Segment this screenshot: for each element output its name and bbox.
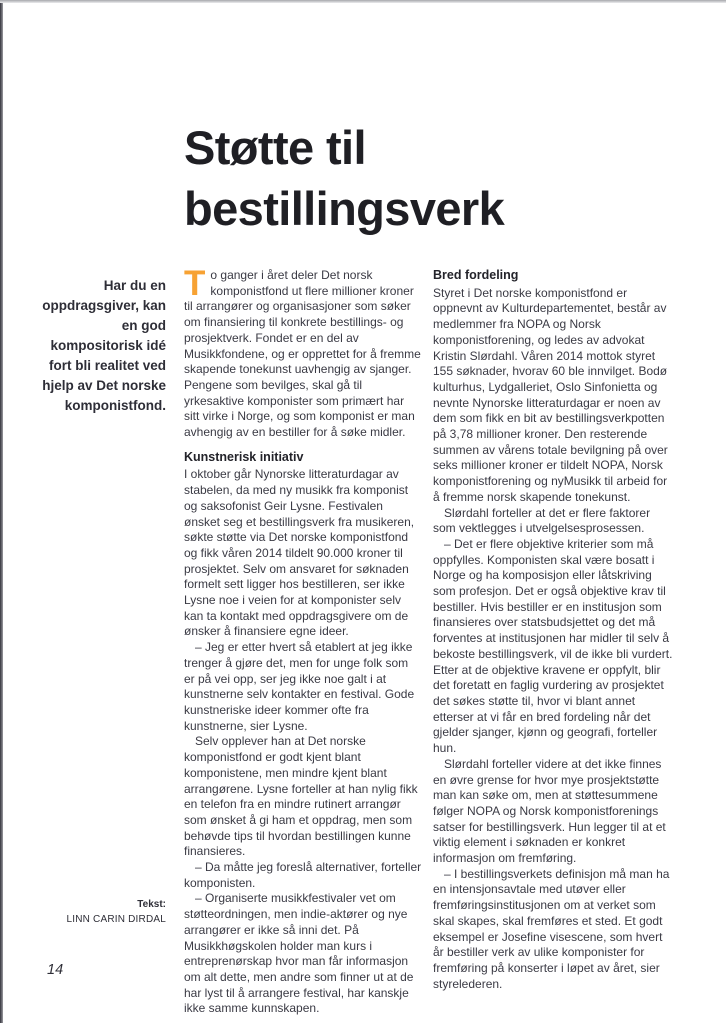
drop-cap: T — [184, 264, 206, 303]
paragraph: Selv opplever han at Det norske komponistfond er godt kjent blant komponistene, men mindre kjent blant arrangørene. Lysne forteller at han nylig fikk en telefon fra en mindre rutinert arrangør som ønsket å gi ham et oppdrag, men som behøvde tips til hvordan bestillingen kunne finansieres. — [184, 734, 418, 859]
page-left-edge — [0, 0, 3, 1023]
paragraph: Slørdahl forteller videre at det ikke finnes en øvre grense for hvor mye prosjektstøtte man kan søke om, men at støttesummene følger NOPA og Norsk komponistforenings satser for bestillingsverk. Hun legger til at et viktig element i søknaden er konkret informasjon om fremføring. — [433, 756, 666, 866]
byline-author: LINN CARIN DIRDAL — [66, 913, 166, 925]
paragraph: I oktober går Nynorske litteraturdagar av stabelen, da med ny musikk fra komponist og saksofonist Geir Lysne. Festivalen ønsket seg et bestillingsverk fra musikeren, søkte støtte via Det norske komponistfond og fikk våren 2014 tildelt 90.000 kroner til prosjektet. Selv om ansvaret for søknaden formelt sett ligger hos bestilleren, ser ikke Lysne noe i veien for at komponister selv kan ta kontakt med oppdragsgivere om de ønsker å finansiere egne ideer. — [184, 467, 415, 639]
page-title-line2: bestillingsverk — [184, 182, 505, 235]
article-column-left — [184, 264, 422, 1017]
paragraph: Styret i Det norske komponistfond er oppnevnt av Kulturdepartementet, består av medlemmer fra NOPA og Norsk komponistforening, og ledes av advokat Kristin Slørdahl. Våren 2014 mottok styret 155 søknader, hvorav 60 ble innvilget. Bodø kulturhus, Lydgalleriet, Oslo Sinfonietta og nevnte Nynorske litteraturdagar er noen av dem som fikk en bit av bestillingsverkpotten på 3,78 millioner kroner. Den resterende summen av vårens totale bevilgning på over seks millioner kroner er tildelt NOPA, Norsk komponistforening og nyMusikk til arbeid for å fremme norsk skapende tonekunst. — [433, 285, 668, 504]
page-number: 14 — [47, 962, 64, 978]
paragraph: – Organiserte musikkfestivaler vet om støtteordningen, men indie-aktører og nye arrangører er ikke så inni det. På Musikkhøgskolen holder man kurs i entreprenørskap hvor man får informasjon om alt dette, men andre som finner ut at de har lyst til å arrangere festival, har kanskje ikke samme kunnskapen. — [184, 891, 414, 1016]
paragraph: – Det er flere objektive kriterier som må oppfylles. Komponisten skal være bosatt i Norge og ha komposisjon eller låtskriving som profesjon. Det er også objektive krav til bestiller. Hvis bestiller er en institusjon som finansieres over statsbudsjettet og det må forventes at institusjonen har midler til selv å bekoste bestillingsverk, vil de ikke bli vurdert. Etter at de objektive kravene er oppfylt, blir det foretatt en faglig vurdering av prosjektet det søkes støtte til, hvor vi blant annet etterser at vi får en bred fordeling når det gjelder sjanger, kjønn og geografi, forteller hun. — [433, 536, 673, 756]
paragraph: Slørdahl forteller at det er flere faktorer som vektlegges i utvelgelsesprosessen. — [433, 505, 651, 536]
byline-label: Tekst: — [137, 899, 166, 910]
article-column-right — [433, 268, 674, 992]
byline — [26, 898, 166, 927]
section-heading-kunstnerisk-initiativ: Kunstnerisk initiativ — [184, 449, 304, 464]
page-title-line1: Støtte til — [184, 121, 366, 174]
paragraph-intro-text: o ganger i året deler Det norsk komponistfond ut flere millioner kroner til arrangører og organisasjoner som søker om finansiering til konkrete bestillings- og prosjektverk. Fondet er en del av Musikkfondene, og er opprettet for å fremme skapende tonekunst uavhengig av sjanger. Pengene som bevilges, skal gå til yrkesaktive komponister som primært har sitt virke i Norge, og som komponist er man avhengig av en bestiller for å søke midler. — [184, 268, 421, 440]
paragraph: – Da måtte jeg foreslå alternativer, forteller komponisten. — [184, 860, 422, 890]
section-heading-bred-fordeling: Bred fordeling — [433, 268, 519, 282]
page-top-edge — [0, 0, 726, 3]
lede-text: Har du en oppdragsgiver, kan en god kompositorisk idé fort bli realitet ved hjelp av Det norske komponistfond. — [42, 278, 166, 413]
paragraph-intro — [184, 264, 422, 441]
page-title — [184, 117, 664, 239]
paragraph: – I bestillingsverkets definisjon må man ha en intensjonsavtale med utøver eller fremføringsinstitusjonen om at verket som skal skapes, skal fremføres et sted. Et godt eksempel er Josefine visescene, som hvert år bestiller verk av ulike komponister for fremføring på konserter i løpet av året, sier styrelederen. — [433, 866, 670, 991]
paragraph: – Jeg er etter hvert så etablert at jeg ikke trenger å gjøre det, men for unge folk som er på vei opp, ser jeg ikke noe galt i at kunstnerne selv kontakter en festival. Gode kunstneriske ideer kommer ofte fra kunstnerne, sier Lysne. — [184, 640, 415, 733]
